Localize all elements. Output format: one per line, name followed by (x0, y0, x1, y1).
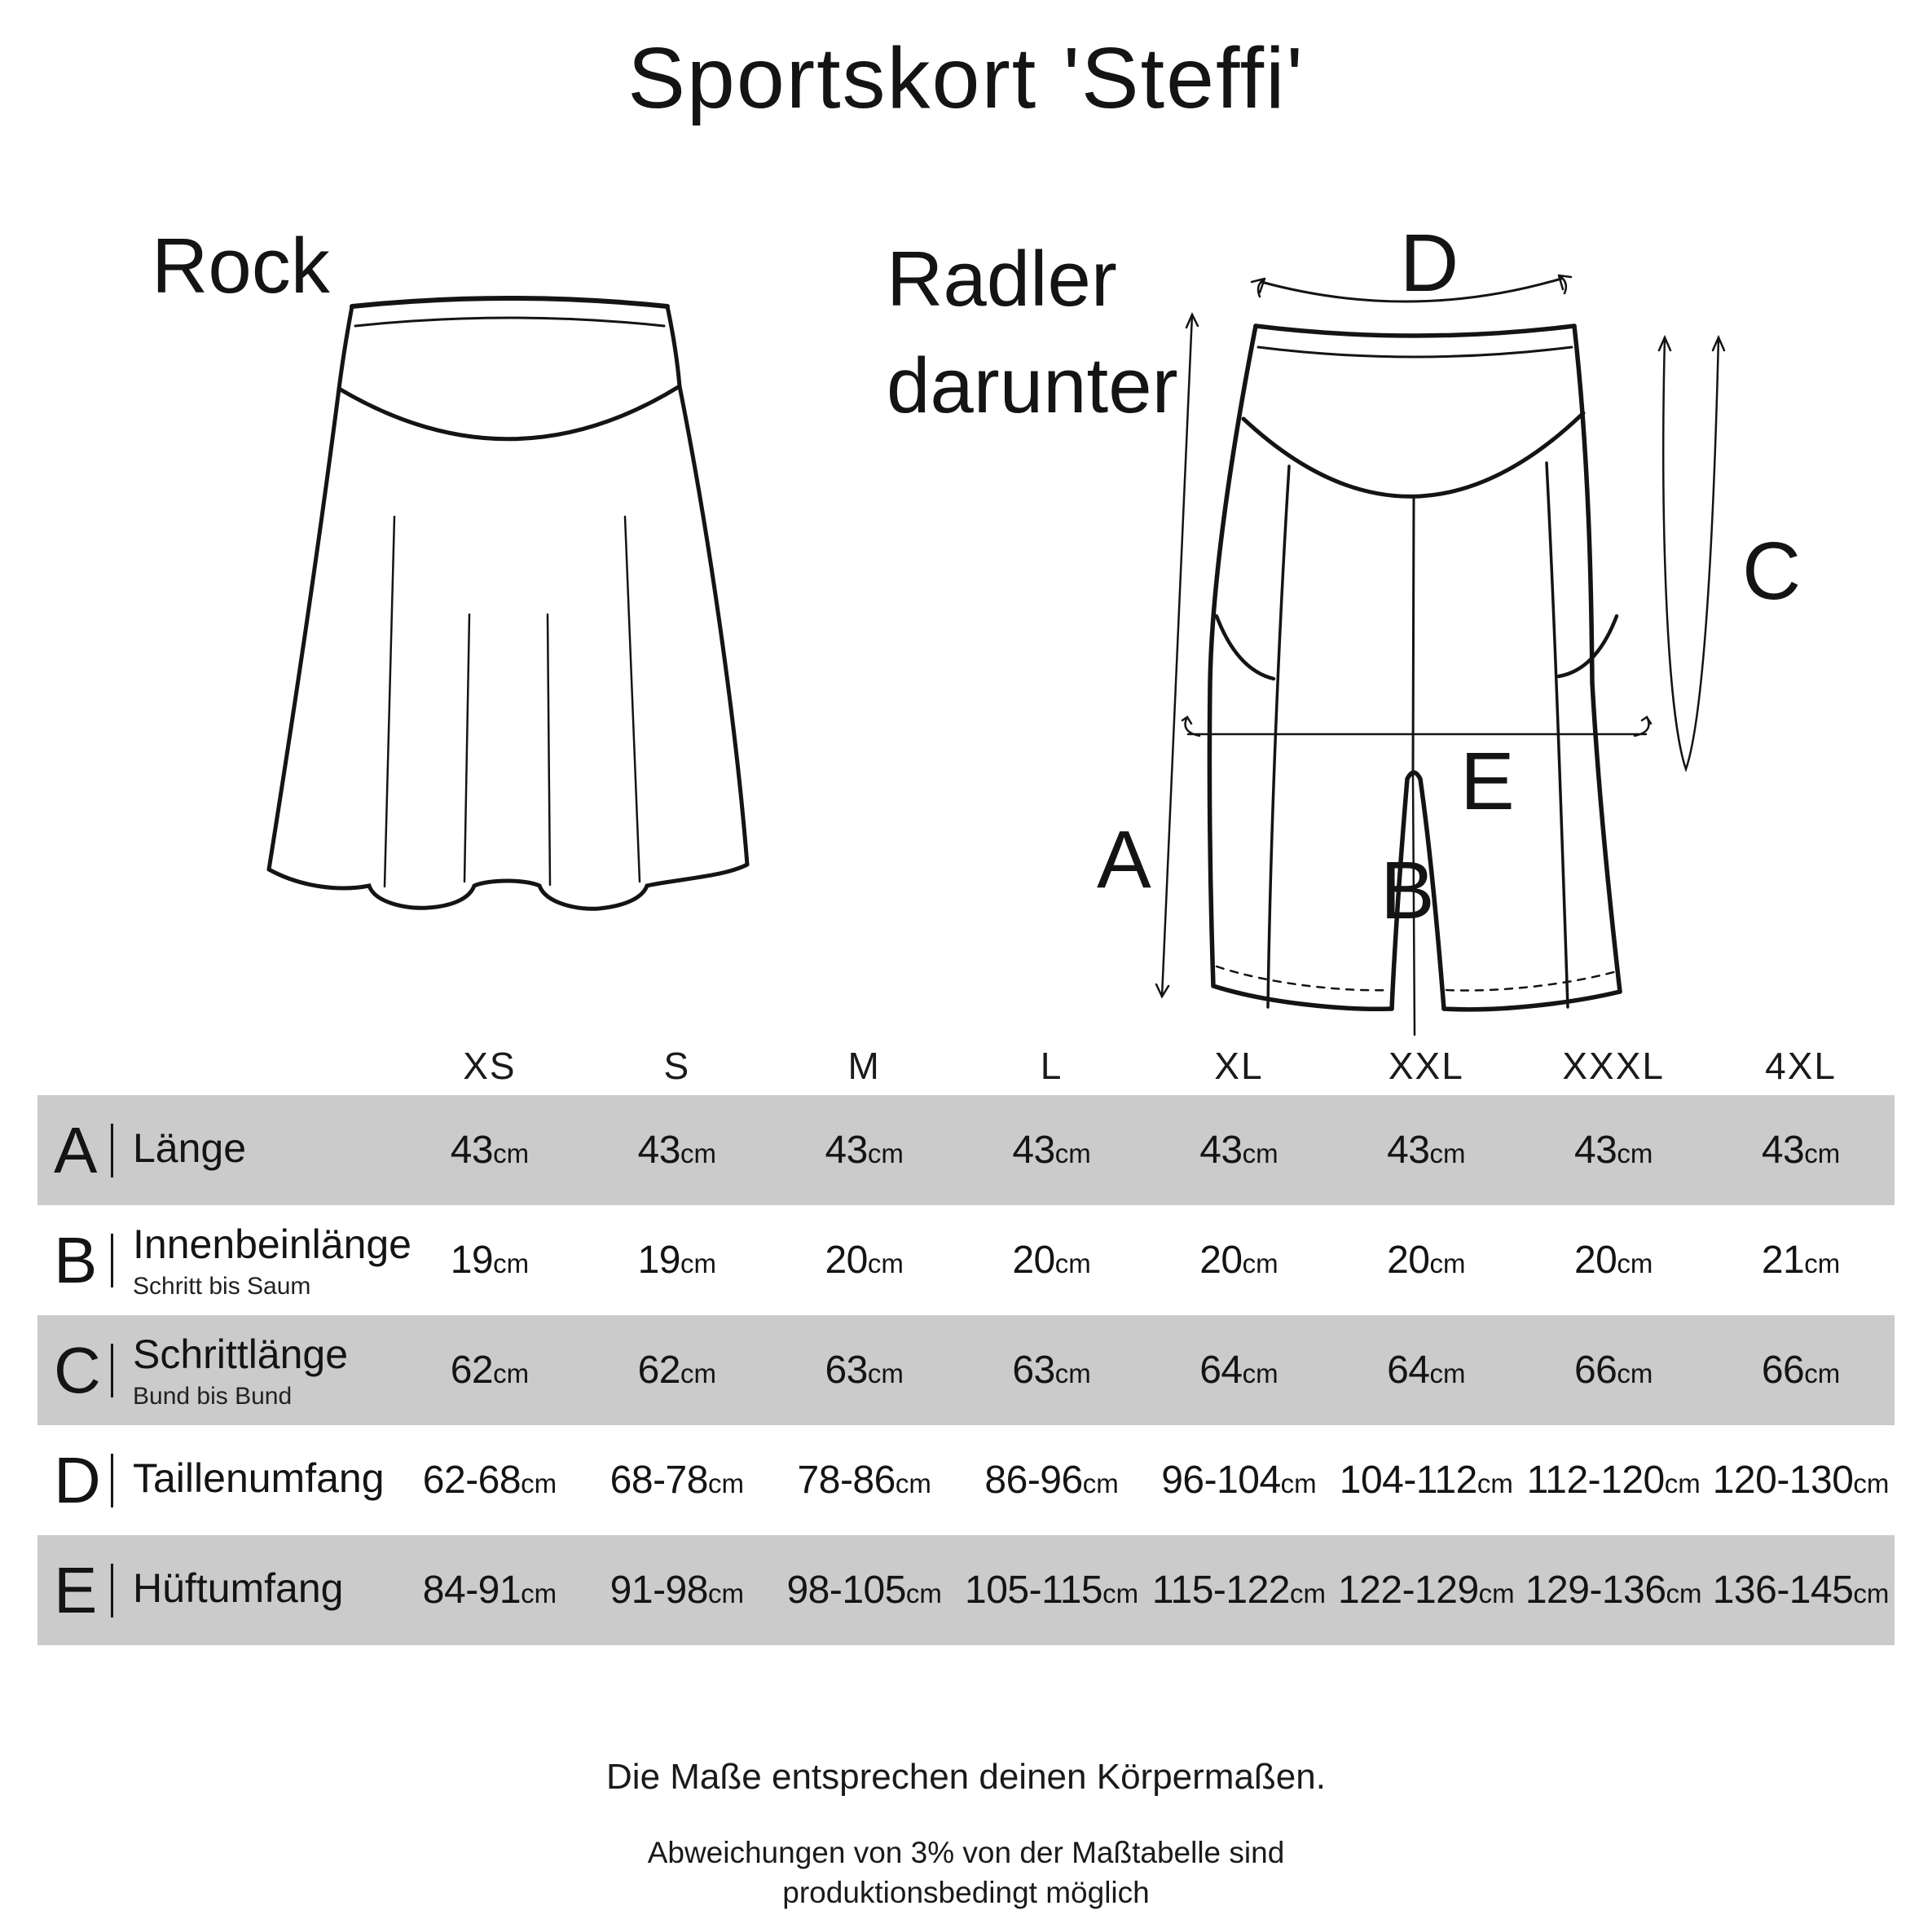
value-cell: 20cm (1012, 1239, 1091, 1282)
row-label-cell (37, 1113, 396, 1188)
measure-label-a: A (1097, 814, 1151, 905)
row-label: Innenbeinlänge (133, 1221, 411, 1267)
value-cell: 104-112cm (1339, 1459, 1513, 1502)
row-divider (111, 1344, 113, 1397)
size-table (37, 1036, 1895, 1645)
skirt-illustration (244, 285, 782, 921)
size-header-s: S (663, 1045, 691, 1087)
value-cell: 20cm (1573, 1239, 1653, 1282)
row-label-cell (37, 1221, 411, 1300)
size-header-m: M (847, 1045, 881, 1087)
value-cell: 64cm (1199, 1349, 1278, 1392)
value-cell: 20cm (825, 1239, 904, 1282)
size-header-xl: XL (1214, 1045, 1264, 1087)
value-cell: 129-136cm (1525, 1569, 1702, 1612)
shorts-label-line2: darunter (887, 341, 1178, 429)
shorts-illustration (1108, 228, 1809, 1141)
table-row-taillenumfang (37, 1425, 1895, 1535)
row-label: Hüftumfang (133, 1565, 344, 1611)
value-cell: 96-104cm (1161, 1459, 1317, 1502)
size-header-l: L (1040, 1045, 1063, 1087)
footer-note-line2: Abweichungen von 3% von der Maßtabelle sind (647, 1836, 1285, 1869)
row-divider (111, 1454, 113, 1507)
footer-note-secondary (0, 1833, 1932, 1913)
size-header-4xl: 4XL (1765, 1045, 1837, 1087)
row-label: Schrittlänge (133, 1331, 349, 1377)
value-cell: 43cm (825, 1129, 904, 1172)
row-divider (111, 1234, 113, 1287)
row-letter: D (54, 1443, 101, 1516)
row-names (133, 1124, 246, 1177)
row-label: Länge (133, 1124, 247, 1171)
value-cell: 66cm (1573, 1349, 1653, 1392)
row-names (133, 1221, 411, 1300)
row-sublabel: Schritt bis Saum (133, 1272, 311, 1300)
value-cell: 62cm (637, 1349, 716, 1392)
value-cell: 19cm (637, 1239, 716, 1282)
row-letter: E (54, 1553, 98, 1626)
footer-note-primary: Die Maße entsprechen deinen Körpermaßen. (606, 1757, 1326, 1797)
value-cell: 84-91cm (422, 1569, 557, 1612)
value-cell: 21cm (1761, 1239, 1841, 1282)
measure-label-e: E (1460, 736, 1515, 827)
row-divider (111, 1124, 113, 1177)
value-cell: 136-145cm (1712, 1569, 1890, 1612)
size-header-xs: XS (463, 1045, 517, 1087)
value-cell: 78-86cm (797, 1459, 931, 1502)
value-cell: 68-78cm (610, 1459, 744, 1502)
value-cell: 91-98cm (610, 1569, 744, 1612)
row-names (133, 1331, 348, 1410)
row-letter: B (54, 1223, 98, 1296)
value-cell: 105-115cm (965, 1569, 1139, 1612)
row-divider (111, 1564, 113, 1617)
value-cell: 20cm (1387, 1239, 1466, 1282)
value-cell: 62cm (450, 1349, 530, 1392)
table-row-schrittlaenge (37, 1315, 1895, 1425)
size-header-xxxl: XXXL (1562, 1045, 1665, 1087)
value-cell: 122-129cm (1337, 1569, 1515, 1612)
row-label: Taillenumfang (133, 1455, 385, 1501)
value-cell: 63cm (825, 1349, 904, 1392)
value-cell: 63cm (1012, 1349, 1091, 1392)
value-cell: 98-105cm (786, 1569, 942, 1612)
value-cell: 62-68cm (422, 1459, 557, 1502)
value-cell: 43cm (450, 1129, 530, 1172)
shorts-label-line1: Radler (887, 235, 1117, 323)
value-cell: 43cm (637, 1129, 716, 1172)
value-cell: 43cm (1573, 1129, 1653, 1172)
measure-label-c: C (1742, 526, 1802, 617)
row-letter: A (54, 1113, 98, 1186)
value-cell: 64cm (1387, 1349, 1466, 1392)
value-cell: 19cm (450, 1239, 530, 1282)
measure-label-b: B (1380, 845, 1435, 936)
value-cell: 66cm (1761, 1349, 1841, 1392)
row-sublabel: Bund bis Bund (133, 1382, 293, 1410)
row-label-cell (37, 1331, 396, 1410)
row-names (133, 1455, 385, 1507)
row-letter: C (54, 1333, 101, 1406)
page-title: Sportskort 'Steffi' (627, 30, 1305, 126)
value-cell: 43cm (1387, 1129, 1466, 1172)
size-table-header (37, 1036, 1895, 1095)
value-cell: 43cm (1761, 1129, 1841, 1172)
footer-note-line3: produktionsbedingt möglich (782, 1875, 1150, 1909)
size-header-xxl: XXL (1388, 1045, 1464, 1087)
table-row-hueftumfang (37, 1535, 1895, 1645)
table-row-laenge (37, 1095, 1895, 1205)
value-cell: 120-130cm (1712, 1459, 1890, 1502)
value-cell: 43cm (1199, 1129, 1278, 1172)
value-cell: 20cm (1199, 1239, 1278, 1282)
value-cell: 112-120cm (1526, 1459, 1701, 1502)
row-label-cell (37, 1553, 396, 1628)
row-label-cell (37, 1443, 396, 1518)
measure-label-d: D (1400, 218, 1459, 309)
value-cell: 86-96cm (984, 1459, 1119, 1502)
skirt-label: Rock (152, 222, 330, 310)
table-row-innenbeinlaenge (37, 1205, 1895, 1315)
row-names (133, 1565, 343, 1617)
value-cell: 115-122cm (1151, 1569, 1326, 1612)
value-cell: 43cm (1012, 1129, 1091, 1172)
